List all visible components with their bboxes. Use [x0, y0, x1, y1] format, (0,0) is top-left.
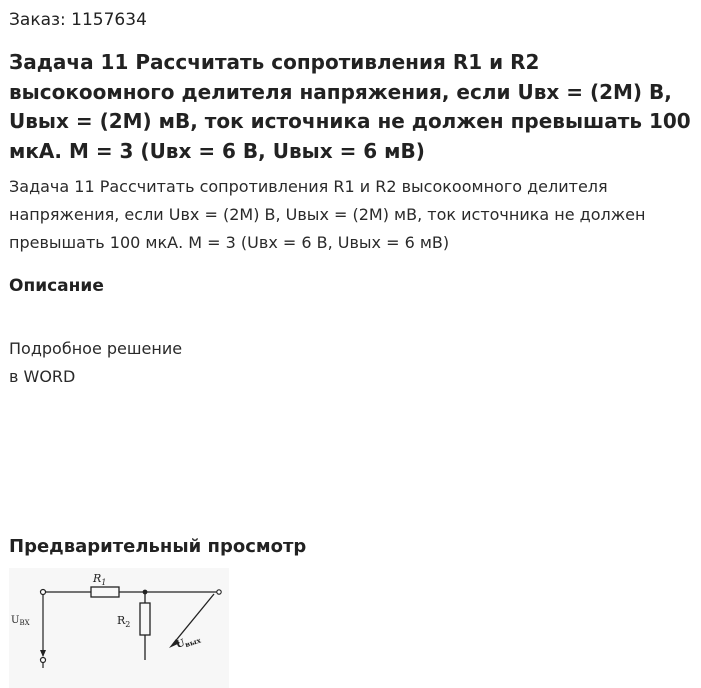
input-arrow-head	[40, 650, 46, 657]
order-number: Заказ: 1157634	[9, 10, 147, 30]
output-terminal	[217, 590, 221, 594]
resistor-r1	[91, 587, 119, 597]
r1-label: $R_1$	[93, 572, 107, 587]
preview-heading: Предварительный просмотр	[9, 536, 307, 557]
preview-image	[9, 568, 229, 688]
page-title: Задача 11 Рассчитать сопротивления R1 и R2 высокоомного делителя напряжения, если Uвх = (2M) В, Uвых = (2M) мВ, ток источника не должен превышать 100 мкА. М = 3 (Uвх = 6 В, Uвых = 6 мВ)	[9, 50, 691, 163]
solution-text-line-1: Подробное решение	[9, 339, 183, 358]
description-heading: Описание	[9, 276, 104, 296]
input-terminal-bottom	[41, 658, 46, 663]
solution-text-line-2: в WORD	[9, 367, 76, 386]
task-description: Задача 11 Рассчитать сопротивления R1 и R2 высокоомного делителя напряжения, если Uвх = (2M) В, Uвых = (2M) мВ, ток источника не должен превышать 100 мкА. М = 3 (Uвх = 6 В, Uвых = 6 мВ)	[9, 177, 646, 252]
input-terminal-top	[41, 590, 46, 595]
r2-label: $R_2$	[117, 614, 131, 629]
resistor-r2	[140, 603, 150, 635]
voltage-divider-circuit-diagram	[9, 568, 229, 688]
uout-label: $U_{вых}$	[174, 635, 202, 651]
uin-label: $U_{ВХ}$	[11, 615, 30, 627]
